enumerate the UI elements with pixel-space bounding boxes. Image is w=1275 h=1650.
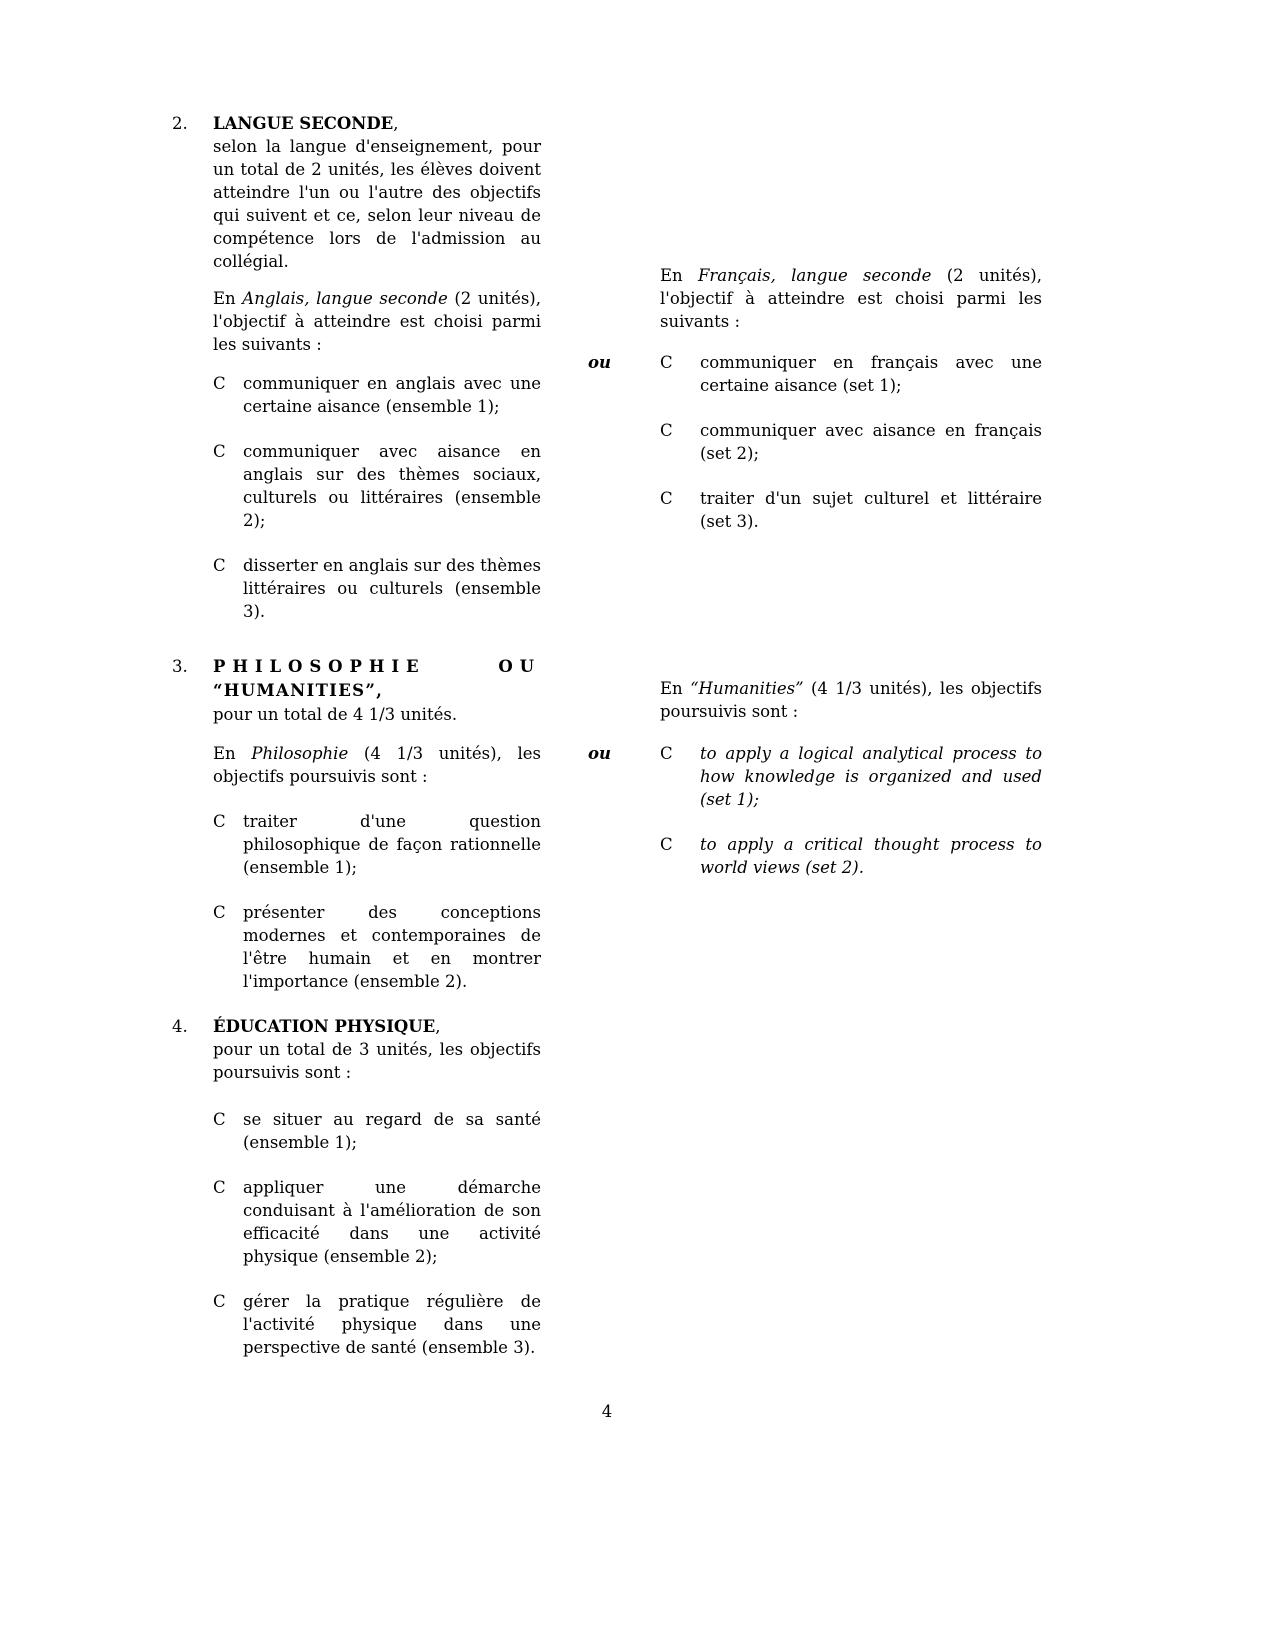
section-2-number: 2.: [172, 114, 188, 133]
bullet-marker: C: [213, 1292, 226, 1311]
section-4-title-punct: ,: [435, 1017, 441, 1036]
bullet-marker: C: [660, 489, 673, 508]
lead-prefix: En: [213, 744, 252, 763]
lead-prefix: En: [660, 679, 691, 698]
section-4-number: 4.: [172, 1017, 188, 1036]
list-item: [660, 742, 1042, 811]
lead-rest: (2 unités), l'objectif à atteindre est choisi parmi les suivants :: [660, 266, 1042, 331]
list-item: [213, 901, 541, 993]
lead-rest: (2 unités), l'objectif à atteindre est choisi parmi les suivants :: [213, 289, 541, 354]
section-4-header: [213, 1015, 541, 1084]
section-3-header: [213, 655, 541, 727]
section-3-right-lead: [660, 677, 1042, 723]
list-item: [213, 1108, 541, 1154]
lead-rest: (4 1/3 unités), les objectifs poursuivis sont :: [213, 744, 541, 786]
list-item: [213, 440, 541, 532]
list-item: [660, 487, 1042, 533]
section-2-left-lead: [213, 287, 541, 356]
list-item-text: présenter des conceptions modernes et contemporaines de l'être humain et en montrer l'importance (ensemble 2).: [243, 903, 541, 991]
list-item: [213, 372, 541, 418]
list-item-text: communiquer en anglais avec une certaine aisance (ensemble 1);: [243, 374, 541, 416]
list-item: [213, 810, 541, 879]
list-item-text: gérer la pratique régulière de l'activité physique dans une perspective de santé (ensemble 3).: [243, 1292, 541, 1357]
list-item: [213, 554, 541, 623]
section-3-left-list: [213, 810, 541, 993]
bullet-marker: C: [660, 421, 673, 440]
section-4-title-line: [213, 1015, 541, 1038]
list-item-text: communiquer avec aisance en français (set 2);: [700, 421, 1042, 463]
section-3-left-lead: [213, 742, 541, 788]
list-item-text: appliquer une démarche conduisant à l'amélioration de son efficacité dans une activité physique (ensemble 2);: [243, 1178, 541, 1266]
list-item-text: se situer au regard de sa santé (ensemble 1);: [243, 1110, 541, 1152]
bullet-marker: C: [213, 442, 226, 461]
bullet-marker: C: [660, 835, 673, 854]
lead-rest: (4 1/3 unités), les objectifs poursuivis sont :: [660, 679, 1042, 721]
list-item: [213, 1176, 541, 1268]
list-item-text: to apply a critical thought process to world views (set 2).: [700, 835, 1042, 877]
section-2-intro: selon la langue d'enseignement, pour un total de 2 unités, les élèves doivent atteindre l'un ou l'autre des objectifs qui suivent et ce, selon leur niveau de compétence lors de l'admission au collégial.: [213, 137, 541, 271]
list-item: [660, 419, 1042, 465]
list-item-text: traiter d'une question philosophique de façon rationnelle (ensemble 1);: [243, 812, 541, 877]
section-2-right-lead: [660, 264, 1042, 333]
lead-prefix: En: [213, 289, 243, 308]
list-item-text: disserter en anglais sur des thèmes littéraires ou culturels (ensemble 3).: [243, 556, 541, 621]
section-3-title-word1: PHILOSOPHIE: [213, 657, 426, 676]
section-3-number: 3.: [172, 657, 188, 676]
section-2-left-list: [213, 372, 541, 623]
list-item: [213, 1290, 541, 1359]
section-3-subtitle: pour un total de 4 1/3 unités.: [213, 705, 458, 724]
section-3-title-word2: OU: [498, 657, 541, 676]
section-3-right-list: [660, 742, 1042, 879]
bullet-marker: C: [213, 1110, 226, 1129]
lead-emphasis: Philosophie: [251, 744, 349, 763]
section-4-title: ÉDUCATION PHYSIQUE: [213, 1017, 436, 1036]
bullet-marker: C: [660, 353, 673, 372]
page-number: 4: [601, 1402, 613, 1421]
or-connector: ou: [588, 744, 612, 763]
section-2-right-list: [660, 351, 1042, 533]
or-connector: ou: [588, 353, 612, 372]
section-2-title: LANGUE SECONDE: [213, 114, 394, 133]
section-2-title-punct: ,: [393, 114, 399, 133]
bullet-marker: C: [213, 903, 226, 922]
section-3-title-line2: “HUMANITIES”,: [213, 681, 384, 700]
list-item-text: to apply a logical analytical process to how knowledge is organized and used (set 1);: [700, 744, 1042, 809]
list-item-text: traiter d'un sujet culturel et littéraire (set 3).: [700, 489, 1042, 531]
section-2-title-line: [213, 112, 541, 135]
bullet-marker: C: [213, 812, 226, 831]
list-item-text: communiquer en français avec une certaine aisance (set 1);: [700, 353, 1042, 395]
lead-emphasis: Anglais, langue seconde: [242, 289, 448, 308]
bullet-marker: C: [213, 1178, 226, 1197]
section-2-header: [213, 112, 541, 273]
bullet-marker: C: [213, 556, 226, 575]
section-3-title-line1: [213, 655, 541, 679]
list-item: [660, 833, 1042, 879]
lead-emphasis: Français, langue seconde: [697, 266, 932, 285]
lead-prefix: En: [660, 266, 698, 285]
list-item: [660, 351, 1042, 397]
lead-emphasis: “Humanities”: [690, 679, 804, 698]
list-item-text: communiquer avec aisance en anglais sur des thèmes sociaux, culturels ou littéraires (ensemble 2);: [243, 442, 541, 530]
bullet-marker: C: [660, 744, 673, 763]
section-4-subtitle: pour un total de 3 unités, les objectifs poursuivis sont :: [213, 1040, 541, 1082]
bullet-marker: C: [213, 374, 226, 393]
section-4-list: [213, 1108, 541, 1359]
